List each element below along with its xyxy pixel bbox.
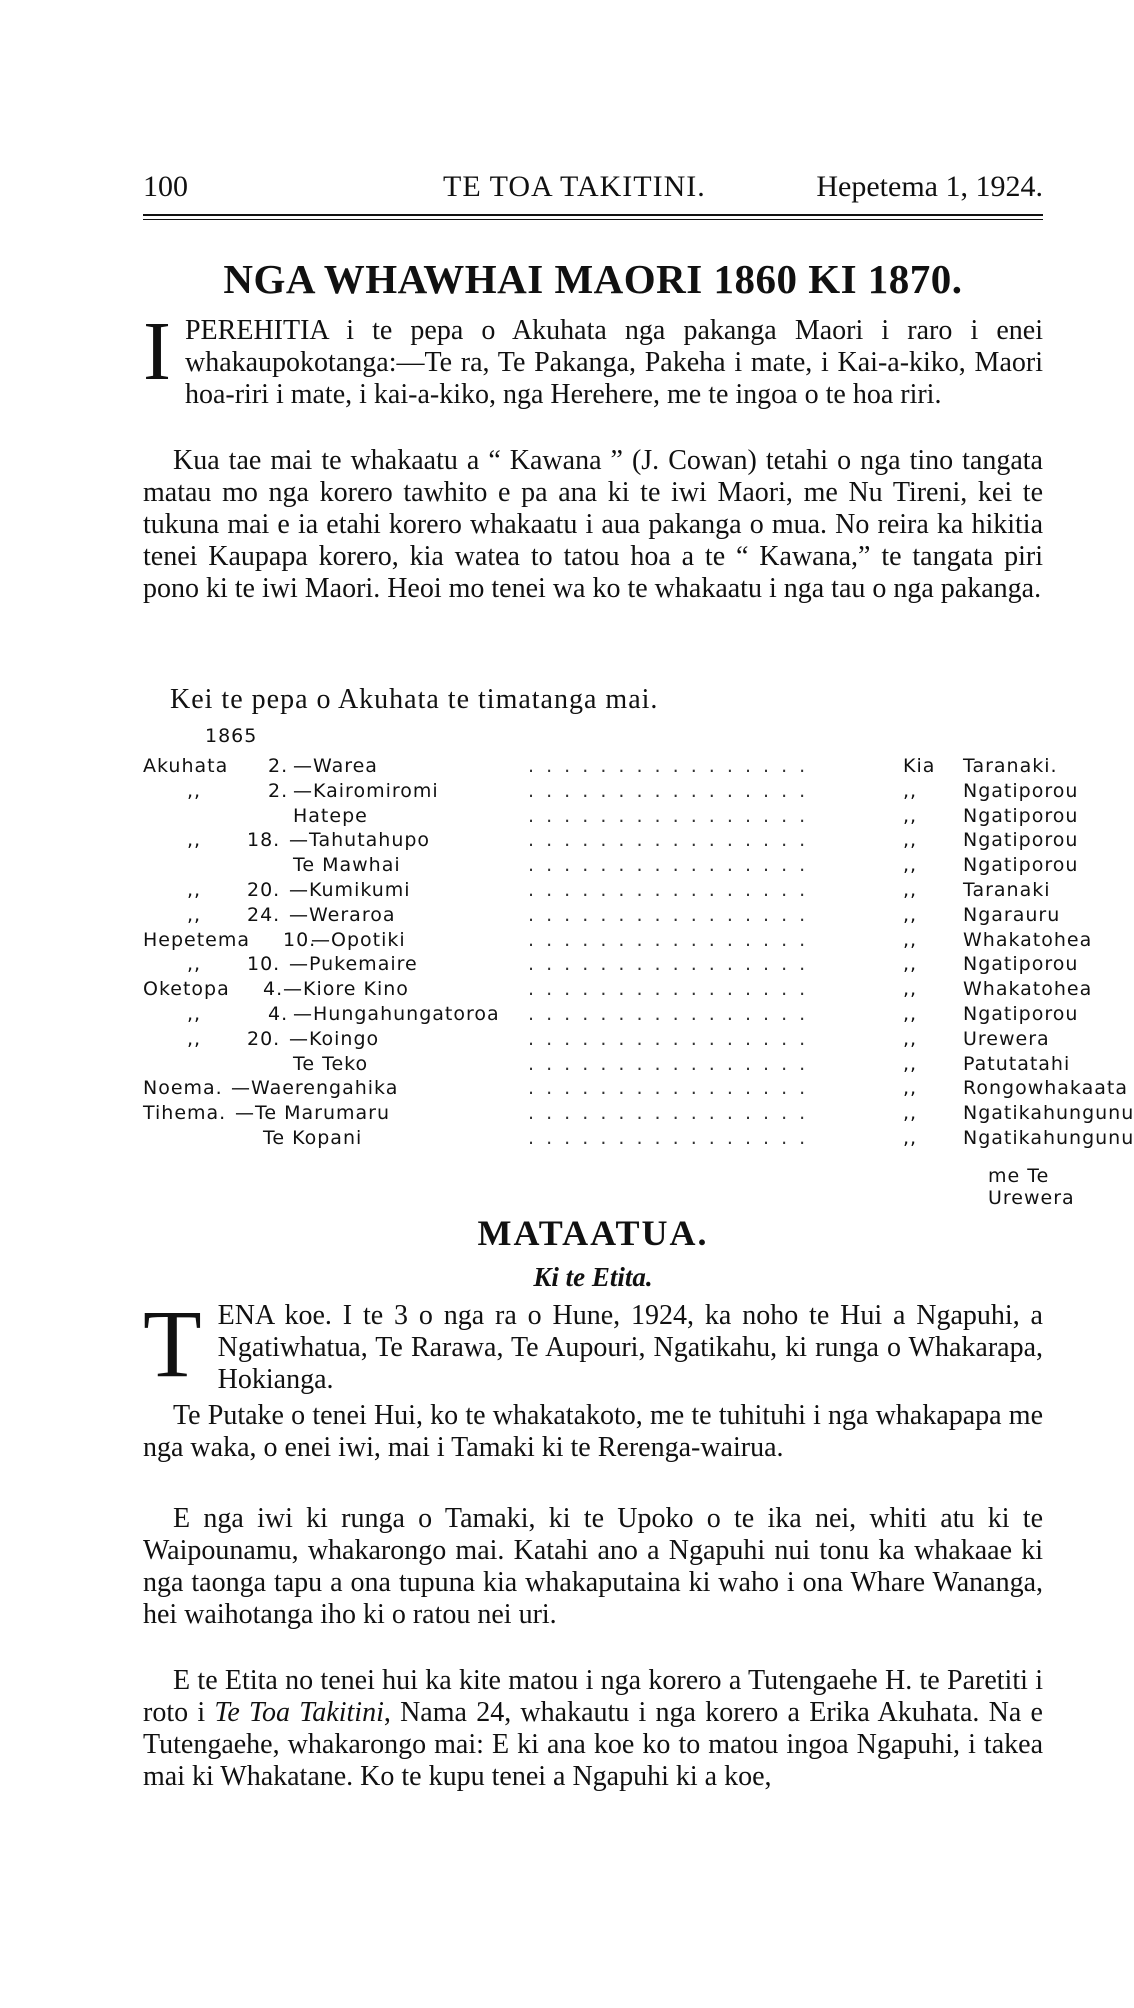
battle-month: Akuhata: [143, 755, 229, 777]
leader-dots: . . . . . . . . . . . . . . . .: [528, 1052, 809, 1075]
battle-day: 24.: [247, 903, 281, 926]
battle-name: —Warea: [293, 755, 378, 777]
battle-kia: ,,: [903, 978, 918, 1001]
battle-row: [143, 1102, 1134, 1126]
article-paragraph-2: Kua tae mai te whakaatu a “ Kawana ” (J. Cowan) tetahi o nga tino tangata matau mo nga korero tawhito e pa ana ki te iwi Maori, me Nu Tireni, kei te tukuna mai e ia etahi korero whakaatu i aua pakanga o mua. No reira ka hikitia tenei Kaupapa korero, kia watea to tatou hoa a te “ Kawana,” te tangata piri pono ki te iwi Maori. Heoi mo tenei wa ko te whakaatu i nga tau o nga pakanga.: [143, 445, 1043, 604]
article-paragraph-3: Kei te pepa o Akuhata te timatanga mai.: [170, 684, 659, 715]
battle-day: 20.: [247, 1027, 281, 1050]
battle-month: ,,: [187, 953, 202, 976]
battle-name: Hatepe: [293, 804, 368, 827]
issue-date: Hepetema 1, 1924.: [816, 170, 1043, 203]
battle-kia: ,,: [903, 1003, 918, 1025]
battle-iwi: Whakatohea: [963, 978, 1093, 1001]
battle-iwi: Ngatiporou: [963, 829, 1079, 852]
article-title: NGA WHAWHAI MAORI 1860 KI 1870.: [223, 256, 963, 302]
battle-name: —Kairomiromi: [293, 779, 439, 802]
leader-dots: . . . . . . . . . . . . . . . .: [528, 1027, 809, 1050]
battle-kia: Kia: [903, 755, 936, 777]
battle-day: 10.: [247, 953, 281, 976]
battle-day: 18.: [247, 829, 281, 852]
battle-day: 2.: [268, 755, 289, 777]
leader-dots: . . . . . . . . . . . . . . . .: [528, 928, 809, 951]
header-rule-thin: [143, 219, 1043, 220]
letter-paragraph-3: E nga iwi ki runga o Tamaki, ki te Upoko o te ika nei, whiti atu ki te Waipounamu, whakarongo mai. Katahi ano a Ngapuhi nui tonu ka whakaae ki nga taonga tapu a ona tupuna kia whakaputaina ki waho i ona Whare Wananga, hei waihotanga iho ki o ratou nei uri.: [143, 1503, 1043, 1630]
battle-day: 4.: [268, 1003, 289, 1025]
battle-row: [143, 779, 1079, 804]
section-subtitle: Ki te Etita.: [533, 1262, 653, 1292]
battle-list-year: 1865: [205, 725, 258, 747]
battle-month: Hepetema: [143, 928, 251, 951]
battle-name: —Tahutahupo: [289, 829, 431, 852]
battle-row: [143, 854, 1079, 878]
battle-month: Noema.: [143, 1077, 223, 1100]
leader-dots: . . . . . . . . . . . . . . . .: [528, 903, 809, 926]
battle-kia: ,,: [903, 1102, 918, 1125]
letter-paragraph-2: Te Putake o tenei Hui, ko te whakatakoto, me te tuhituhi i nga whakapapa me nga waka, o enei iwi, mai i Tamaki ki te Rerenga-wairua.: [143, 1400, 1043, 1463]
leader-dots: . . . . . . . . . . . . . . . .: [528, 779, 809, 802]
battle-iwi: Ngatiporou: [963, 854, 1079, 877]
battle-row: [143, 755, 1063, 779]
battle-iwi: Urewera: [963, 1027, 1050, 1050]
battle-name: Te Kopani: [263, 1127, 363, 1149]
battle-row: [143, 879, 1063, 903]
battle-iwi: Taranaki.: [963, 755, 1058, 777]
battle-iwi: Taranaki: [963, 879, 1051, 901]
leader-dots: . . . . . . . . . . . . . . . .: [528, 879, 809, 901]
leader-dots: . . . . . . . . . . . . . . . .: [528, 1127, 809, 1149]
battle-name: —Koingo: [289, 1027, 380, 1050]
leader-dots: . . . . . . . . . . . . . . . .: [528, 1003, 809, 1025]
battle-kia: ,,: [903, 829, 918, 852]
battle-month: ,,: [187, 829, 202, 852]
battle-iwi: Ngatiporou: [963, 779, 1079, 802]
battle-day: 10.: [283, 928, 317, 951]
battle-row: [143, 1052, 1071, 1077]
publication-reference: Te Toa Takitini: [214, 1697, 384, 1728]
battle-row: [143, 928, 1093, 953]
battle-name: —Waerengahika: [231, 1077, 399, 1100]
leader-dots: . . . . . . . . . . . . . . . .: [528, 1102, 809, 1125]
battle-list: [143, 725, 1134, 1209]
drop-cap: T: [143, 1290, 202, 1397]
battle-iwi: Ngatiporou: [963, 1003, 1079, 1025]
battle-iwi: Ngarauru: [963, 903, 1061, 926]
battle-kia: ,,: [903, 854, 918, 877]
battle-name: —Te Marumaru: [235, 1102, 391, 1125]
article-paragraph-1: [143, 305, 1043, 411]
leader-dots: . . . . . . . . . . . . . . . .: [528, 1077, 809, 1100]
battle-iwi: Whakatohea: [963, 928, 1093, 951]
battle-day: 2.: [268, 779, 289, 802]
battle-name: Te Teko: [293, 1052, 369, 1075]
battle-iwi: Ngatikahungunu: [963, 1102, 1134, 1125]
leader-dots: . . . . . . . . . . . . . . . .: [528, 953, 809, 976]
page-number: 100: [143, 170, 188, 203]
publication-title: TE TOA TAKITINI.: [443, 170, 706, 203]
battle-kia: ,,: [903, 903, 918, 926]
battle-iwi: Patutatahi: [963, 1052, 1071, 1075]
battle-kia: ,,: [903, 804, 918, 827]
battle-row: [143, 978, 1093, 1002]
battle-kia: ,,: [903, 1077, 918, 1100]
letter-paragraph-4: [143, 1665, 1043, 1793]
leader-dots: . . . . . . . . . . . . . . . .: [528, 804, 809, 827]
battle-iwi: Ngatiporou: [963, 953, 1079, 976]
battle-row: [143, 1028, 1063, 1052]
battle-month: ,,: [187, 1003, 202, 1025]
paragraph-text: E te Etita no tenei hui ka kite matou i nga korero a Tutengaehe H. te Paretiti i roto i: [143, 1665, 1043, 1728]
battle-row: [143, 804, 1079, 829]
battle-month: Tihema.: [143, 1102, 227, 1125]
battle-month: ,,: [187, 903, 202, 926]
letter-paragraph-1: [143, 1290, 1043, 1397]
running-header: [143, 170, 1043, 210]
battle-kia: ,,: [903, 779, 918, 802]
leader-dots: . . . . . . . . . . . . . . . .: [528, 755, 809, 777]
battle-kia: ,,: [903, 1052, 918, 1075]
leader-dots: . . . . . . . . . . . . . . . .: [528, 829, 809, 852]
battle-iwi: Ngatikahungunu: [963, 1127, 1134, 1149]
drop-cap: I: [143, 305, 171, 398]
battle-month: ,,: [187, 779, 202, 802]
battle-row: [143, 953, 1079, 977]
leader-dots: . . . . . . . . . . . . . . . .: [528, 854, 809, 877]
battle-name: —Weraroa: [289, 903, 396, 926]
section-title: MATAATUA.: [477, 1213, 709, 1253]
battle-month: Oketopa: [143, 978, 230, 1001]
battle-kia: ,,: [903, 928, 918, 951]
battle-name: —Opotiki: [311, 928, 406, 951]
battle-kia: ,,: [903, 879, 918, 901]
battle-day: 4.: [263, 978, 284, 1001]
battle-iwi: Rongowhakaata: [963, 1077, 1128, 1100]
battle-name: —Pukemaire: [289, 953, 418, 976]
leader-dots: . . . . . . . . . . . . . . . .: [528, 978, 809, 1001]
battle-kia: ,,: [903, 1127, 918, 1149]
paragraph-text: ENA koe. I te 3 o nga ra o Hune, 1924, ka noho te Hui a Ngapuhi, a Ngatiwhatua, Te Rarawa, Te Aupouri, Ngatikahu, ki runga o Whakarapa, Hokianga.: [217, 1300, 1043, 1395]
battle-day: 20.: [247, 879, 281, 901]
paragraph-text: PEREHITIA i te pepa o Akuhata nga pakanga Maori i raro i enei whakaupokotanga:—Te ra, Te Pakanga, Pakeha i mate, i Kai-a-kiko, Maori hoa-riri i mate, i kai-a-kiko, nga Herehere, me te ingoa o te hoa riri.: [184, 315, 1043, 410]
battle-row: [143, 1077, 1128, 1101]
battle-row: [143, 829, 1079, 853]
battle-month: ,,: [187, 879, 202, 901]
battle-month: ,,: [187, 1027, 202, 1050]
battle-row: [143, 1003, 1079, 1027]
battle-name: —Kumikumi: [289, 879, 411, 901]
battle-name: —Kiore Kino: [283, 978, 409, 1001]
battle-kia: ,,: [903, 1027, 918, 1050]
battle-name: —Hungahungatoroa: [293, 1003, 500, 1025]
battle-list-note: me Te Urewera: [988, 1165, 1075, 1209]
paragraph-text: , Nama 24, whakautu i nga korero a Erika Akuhata. Na e Tutengaehe, whakarongo mai: E ki ana koe ko to matou ingoa Ngapuhi, i takea mai ki Whakatane. Ko te kupu tenei a Ngapuhi ki a koe,: [143, 1697, 1043, 1792]
battle-kia: ,,: [903, 953, 918, 976]
battle-row: [143, 904, 1063, 928]
header-rule: [143, 214, 1043, 216]
battle-iwi: Ngatiporou: [963, 804, 1079, 827]
battle-name: Te Mawhai: [293, 854, 401, 877]
battle-row: [143, 1127, 1134, 1151]
